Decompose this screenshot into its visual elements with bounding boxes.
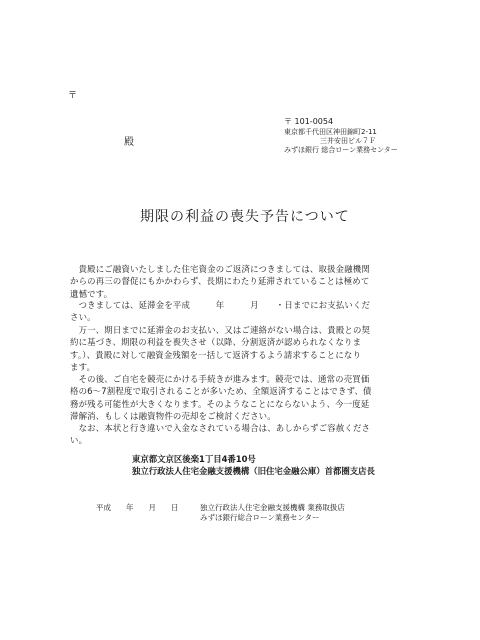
paragraph-line: 万一、期日までに延滞金のお支払い、又はご連絡がない場合は、貴殿との契	[70, 325, 371, 335]
paragraph-4	[70, 373, 416, 423]
footer-agent-line-2: みずほ銀行総合ローン業務センター	[200, 513, 320, 522]
corner-postal-mark: 〒	[68, 91, 78, 101]
paragraph-line: 格の6～7割程度で取引されることが多いため、全額返済することはできず、債	[70, 386, 372, 397]
sender-postal-code: 〒 101-0054	[284, 117, 334, 126]
sender-office: みずほ銀行 総合ローン業務センター	[284, 146, 398, 154]
page-title: 期限の利益の喪失予告について	[140, 209, 350, 225]
sender-address: 東京都千代田区神田錦町2-11	[284, 128, 377, 136]
paragraph-line: つきましては、延滞金を平成 年 月 ・日までにお支払いくだ	[70, 300, 371, 310]
paragraph-line: す。）、貴殿に対して融資金残額を一括して返済するよう請求することになり	[70, 349, 362, 360]
paragraph-5	[70, 422, 416, 447]
issuer-address: 東京都文京区後楽1丁目4番10号	[132, 454, 256, 464]
issuer-name: 独立行政法人住宅金融支援機構（旧住宅金融公庫）首都圏支店長	[132, 466, 375, 476]
sender-building: 三井安田ビル７Ｆ	[320, 137, 376, 145]
paragraph-line: 貴殿にご融資いたしました住宅資金のご返済につきましては、取扱金融機関	[70, 264, 370, 274]
paragraph-line: 滞解消、もしくは融資物件の売却をご検討ください。	[70, 411, 276, 422]
recipient-honorific: 殿	[124, 137, 134, 148]
paragraph-line: 約に基づき、期限の利益を喪失させ（以降、分割返済が認められなくなりま	[70, 337, 362, 348]
paragraph-line: からの再三の督促にもかかわらず、長期にわたり延滞されていることは極めて	[70, 276, 370, 287]
paragraph-line: い。	[70, 435, 88, 446]
footer-date: 平成 年 月 日	[96, 503, 179, 512]
paragraph-line: ます。	[70, 362, 96, 373]
paragraph-line: なお、本状と行き違いで入金なされている場合は、あしからずご容赦くださ	[70, 423, 371, 433]
paragraph-2	[70, 299, 416, 324]
footer-agent-line-1: 独立行政法人住宅金融支援機構 業務取扱店	[200, 503, 345, 512]
paragraph-line: さい。	[70, 312, 96, 323]
paragraph-line: 遺憾です。	[70, 288, 113, 299]
paragraph-line: 務が残る可能性が大きくなります。そのようなことにならないよう、今一度延	[70, 398, 370, 409]
paragraph-3	[70, 324, 416, 374]
paragraph-1	[70, 263, 416, 300]
paragraph-line: その後、ご自宅を競売にかける手続きが進みます。競売では、通常の売買価	[70, 374, 370, 384]
